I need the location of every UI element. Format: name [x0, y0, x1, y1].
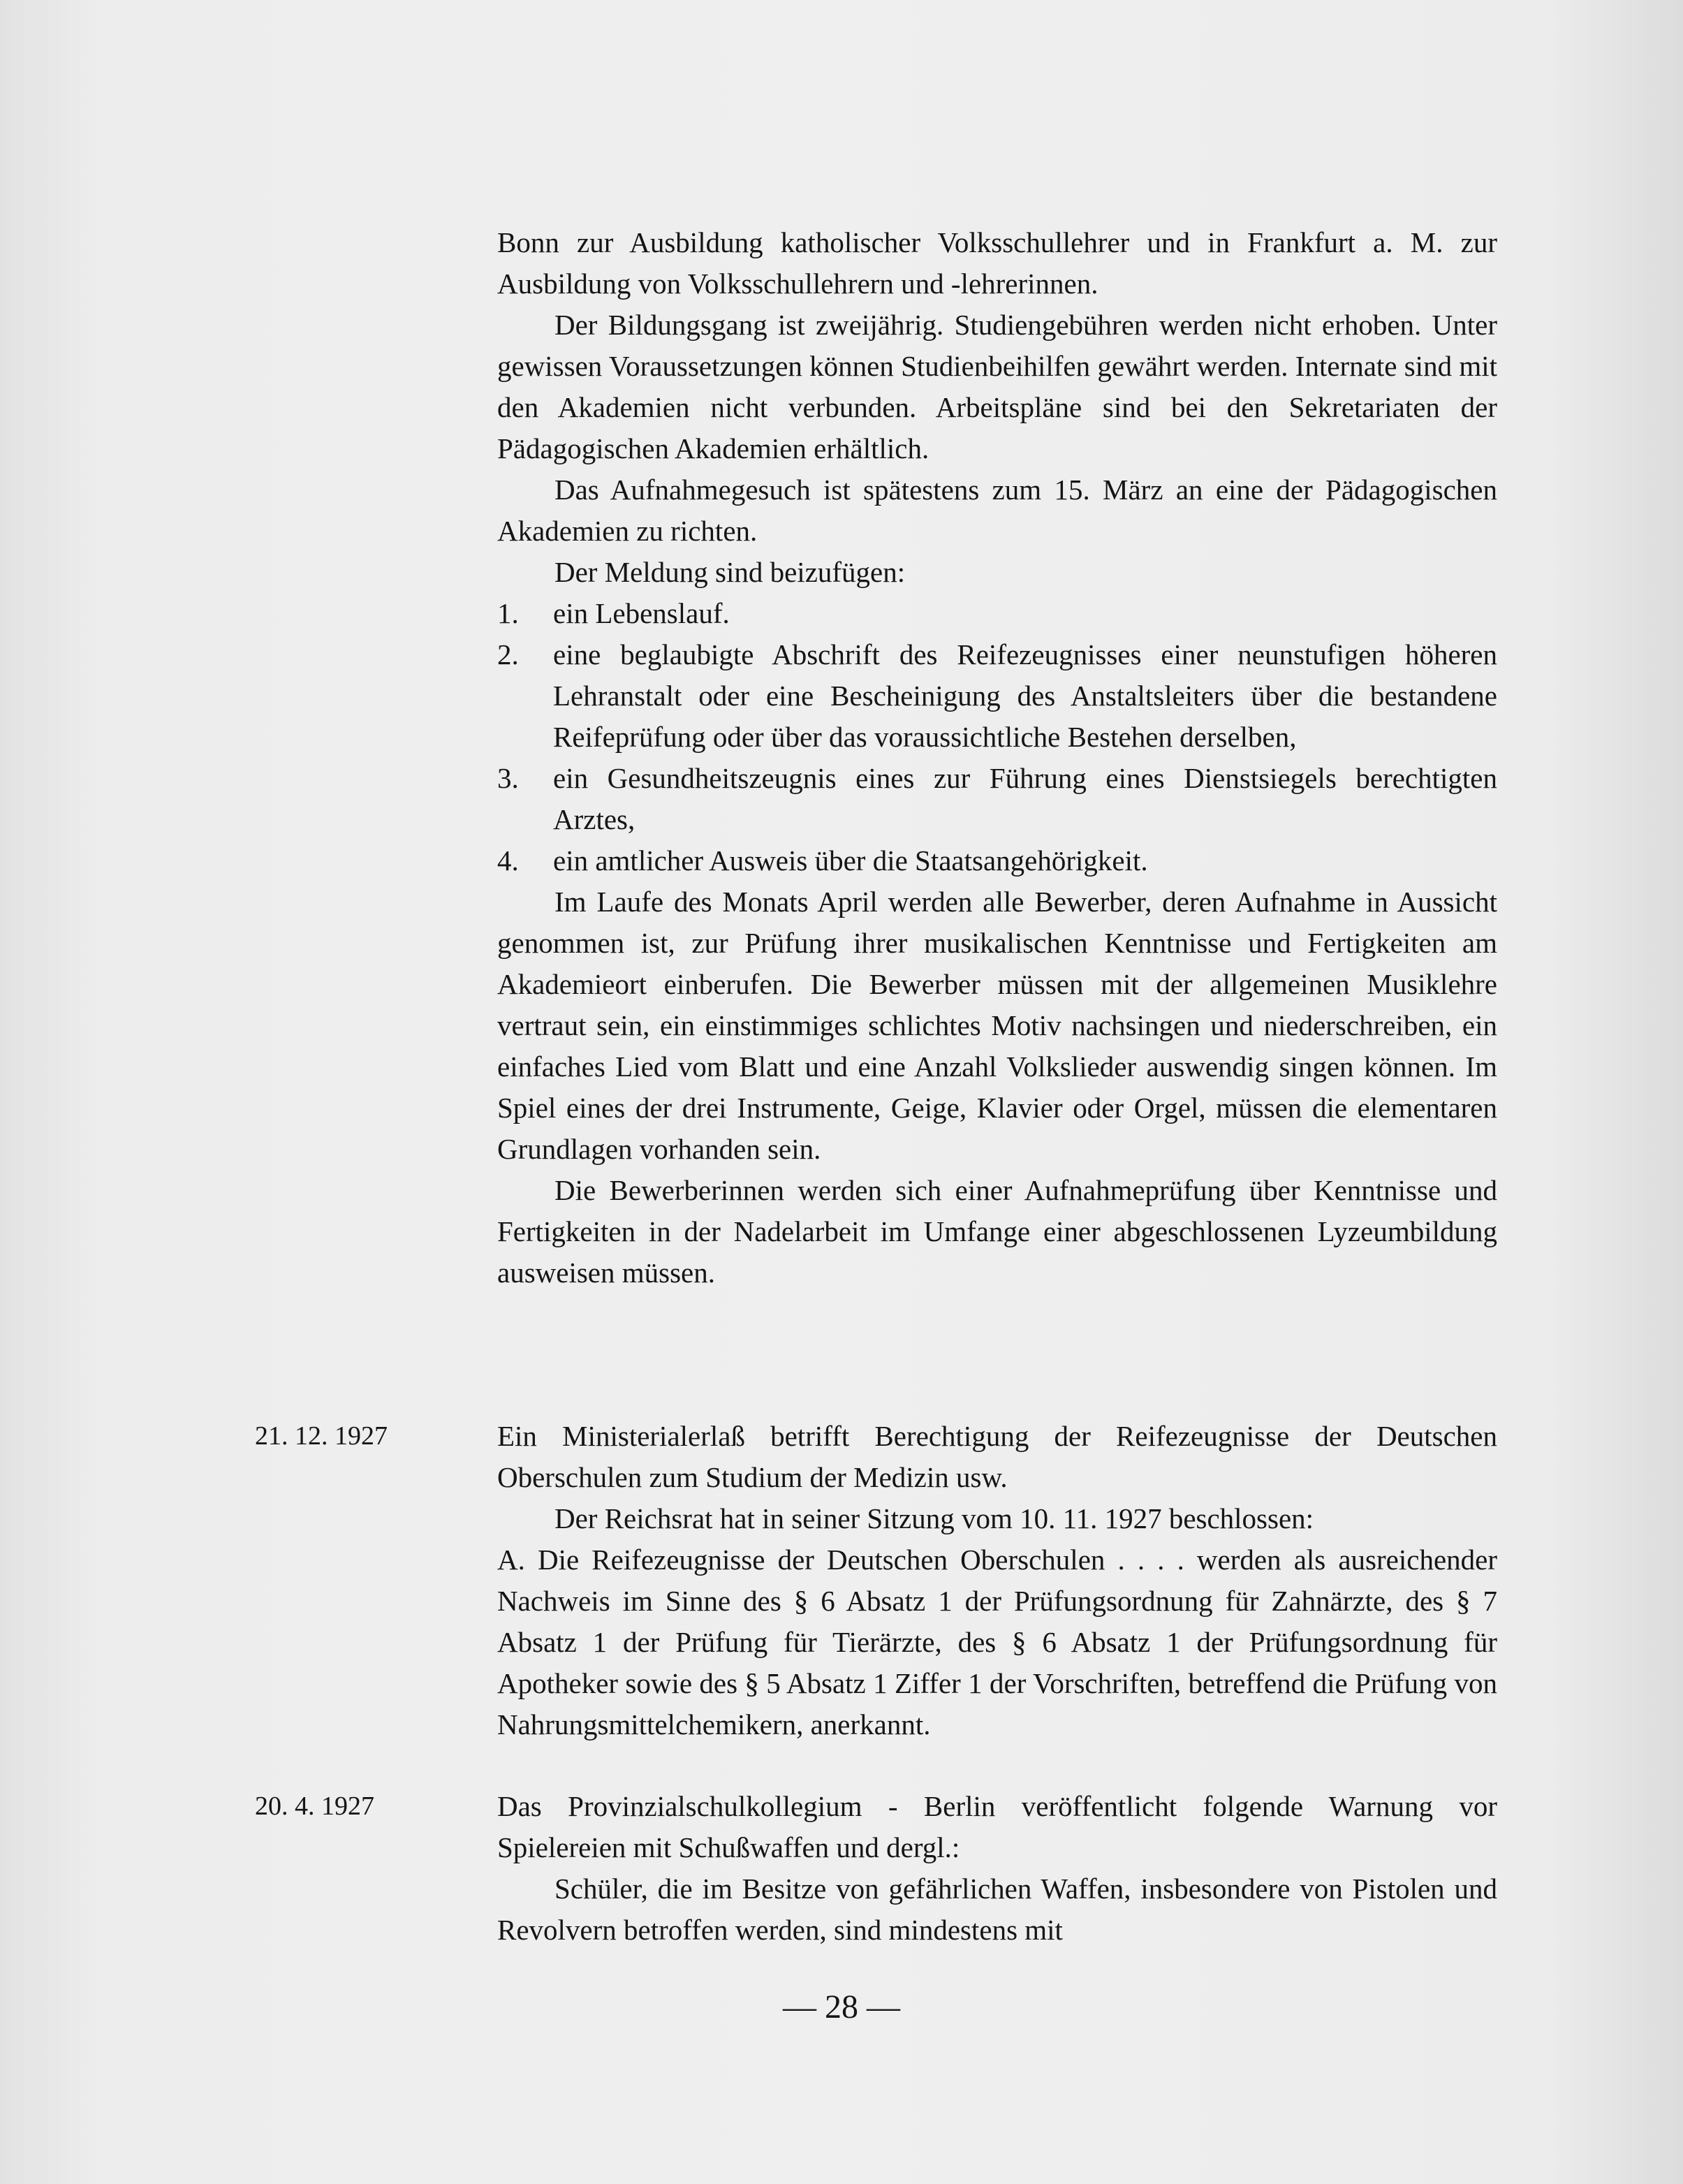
- paragraph-6: Die Bewerberinnen werden sich einer Aufnahmeprüfung über Kenntnisse und Fertigkeiten in der Nadelarbeit im Umfange einer abgeschlossenen Lyzeumbildung ausweisen müssen.: [497, 1174, 1497, 1289]
- list-item-2: [497, 634, 1497, 758]
- list-number: 1.: [497, 597, 519, 629]
- list-item-3: [497, 758, 1497, 840]
- list-text: ein amtlicher Ausweis über die Staatsangehörigkeit.: [553, 844, 1148, 877]
- paragraph-7: Ein Ministerialerlaß betrifft Berechtigung der Reifezeugnisse der Deutschen Oberschulen zum Studium der Medizin usw.: [497, 1420, 1497, 1493]
- page-number: — 28 —: [783, 1988, 900, 2025]
- list-number: 4.: [497, 844, 519, 877]
- paragraph-4: Der Meldung sind beizufügen:: [554, 556, 906, 588]
- list-item-1: [497, 593, 1497, 634]
- paragraph-8: Der Reichsrat hat in seiner Sitzung vom 10. 11. 1927 beschlossen:: [554, 1502, 1314, 1534]
- text-block-middle: [497, 1416, 1497, 1745]
- paragraph-2: Der Bildungsgang ist zweijährig. Studiengebühren werden nicht erhoben. Unter gewissen Voraussetzungen können Studienbeihilfen gewährt werden. Internate sind mit den Akademien nicht verbunden. Arbeitspläne sind bei den Sekretariaten der Pädagogischen Akademien erhältlich.: [497, 309, 1497, 464]
- list-number: 3.: [497, 762, 519, 794]
- list-text: ein Lebenslauf.: [553, 597, 730, 629]
- text-block-top: [497, 222, 1497, 1293]
- paragraph-3: Das Aufnahmegesuch ist spätestens zum 15. März an eine der Pädagogischen Akademien zu richten.: [497, 474, 1497, 547]
- paragraph-10: Das Provinzialschulkollegium - Berlin veröffentlicht folgende Warnung vor Spielereien mit Schußwaffen und dergl.:: [497, 1790, 1497, 1863]
- paragraph-5: Im Laufe des Monats April werden alle Bewerber, deren Aufnahme in Aussicht genommen ist, zur Prüfung ihrer musikalischen Kenntnisse und Fertigkeiten am Akademieort einberufen. Die Bewerber müssen mit der allgemeinen Musiklehre vertraut sein, ein einstimmiges schlichtes Motiv nachsingen und niederschreiben, ein einfaches Lied vom Blatt und eine Anzahl Volkslieder auswendig singen können. Im Spiel eines der drei Instrumente, Geige, Klavier oder Orgel, müssen die elementaren Grundlagen vorhanden sein.: [497, 886, 1497, 1165]
- text-block-bottom: [497, 1786, 1497, 1951]
- margin-date-2: 20. 4. 1927: [255, 1791, 374, 1821]
- list-number: 2.: [497, 638, 519, 670]
- margin-date-1: 21. 12. 1927: [255, 1421, 388, 1451]
- paragraph-1: Bonn zur Ausbildung katholischer Volksschullehrer und in Frankfurt a. M. zur Ausbildung von Volksschullehrern und -lehrerinnen.: [497, 226, 1497, 300]
- paragraph-9: A. Die Reifezeugnisse der Deutschen Oberschulen . . . . werden als ausreichender Nachweis im Sinne des § 6 Absatz 1 der Prüfungsordnung für Zahnärzte, des § 7 Absatz 1 der Prüfung für Tierärzte, des § 6 Absatz 1 der Prüfungsordnung für Apotheker sowie des § 5 Absatz 1 Ziffer 1 der Vorschriften, betreffend die Prüfung von Nahrungsmittelchemikern, anerkannt.: [497, 1544, 1497, 1740]
- list-text: ein Gesundheitszeugnis eines zur Führung eines Dienstsiegels berechtigten Arztes,: [553, 762, 1497, 835]
- list-item-4: [497, 840, 1497, 881]
- paragraph-11: Schüler, die im Besitze von gefährlichen Waffen, insbesondere von Pistolen und Revolvern betroffen werden, sind mindestens mit: [497, 1872, 1497, 1946]
- list-text: eine beglaubigte Abschrift des Reifezeugnisses einer neunstufigen höheren Lehranstalt oder eine Bescheinigung des Anstaltsleiters über die bestandene Reifeprüfung oder über das voraussichtliche Bestehen derselben,: [553, 638, 1497, 753]
